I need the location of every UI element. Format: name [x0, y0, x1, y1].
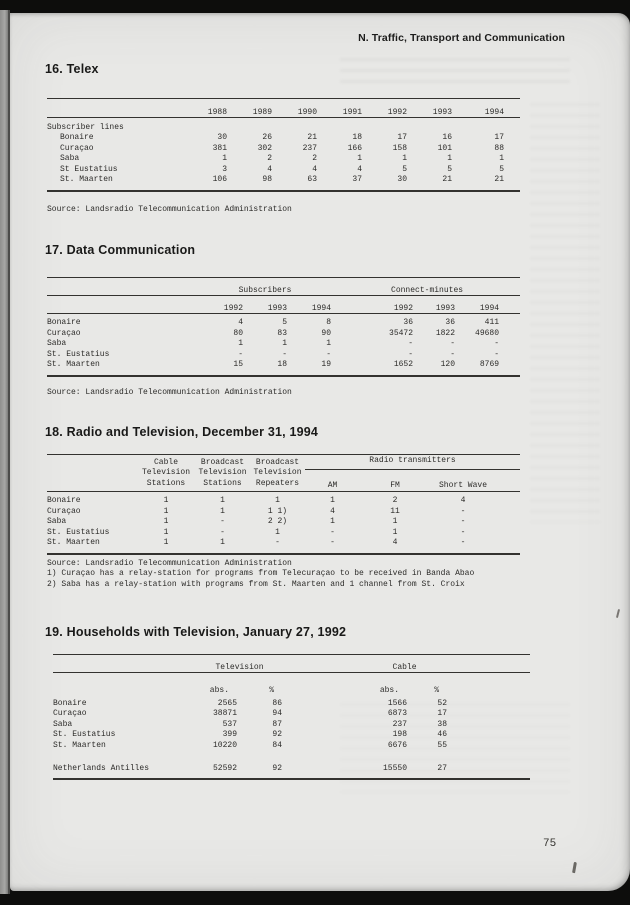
- year-header: 1992: [393, 304, 414, 313]
- cell: 21: [307, 133, 317, 142]
- cell: 6676: [387, 740, 408, 750]
- empty-corner: [47, 278, 199, 296]
- sub-header-row: [53, 673, 530, 695]
- cell: 16: [442, 133, 452, 142]
- cell: 1: [392, 527, 398, 537]
- row-label: Bonaire: [47, 496, 81, 505]
- group-header: Television: [215, 663, 264, 672]
- cell: 18: [277, 360, 287, 370]
- radio-transmitters-group: [305, 455, 520, 492]
- cell: -: [494, 349, 500, 359]
- row-label: St Eustatius: [60, 164, 118, 174]
- cell: 237: [302, 143, 317, 153]
- cell: -: [460, 517, 466, 527]
- cell: 1: [330, 496, 335, 505]
- spacer-cell: [504, 154, 520, 165]
- group-header-row: [53, 655, 530, 673]
- header-line: Television: [253, 468, 302, 478]
- cell: 1566: [387, 698, 408, 708]
- footnote-1: 1) Curaçao has a relay-station for programs from Telecuraçao to be received in Banda Abao: [47, 569, 475, 579]
- cell: 2565: [217, 698, 237, 708]
- spacer-cell: [282, 695, 362, 710]
- scan-edge-left: [0, 10, 10, 894]
- telex-body: [47, 118, 520, 191]
- section-label: Subscriber lines: [47, 123, 124, 132]
- cell: 237: [392, 719, 408, 729]
- cell: 4: [357, 164, 362, 174]
- cell: 63: [307, 175, 317, 185]
- header-line: Television: [198, 468, 247, 478]
- cell: 1: [330, 517, 335, 527]
- year-header-row: [47, 99, 520, 118]
- spacer-cell: [499, 350, 520, 361]
- row-label: St. Eustatius: [47, 527, 110, 537]
- table-row: [53, 730, 530, 741]
- spacer-cell: [504, 144, 520, 155]
- cell: 4: [267, 164, 272, 174]
- cell: -: [408, 349, 414, 359]
- cell: 8: [326, 318, 332, 327]
- cell: 5: [402, 164, 407, 174]
- table-row: [53, 709, 530, 720]
- total-row: [53, 755, 530, 779]
- spacer-cell: [282, 655, 362, 673]
- row-label: St. Eustatius: [53, 730, 116, 740]
- header-line: Repeaters: [255, 478, 300, 488]
- cell: 198: [392, 730, 408, 740]
- table-row: [47, 314, 520, 329]
- row-label: Saba: [47, 339, 67, 349]
- cell: 1: [499, 154, 504, 164]
- row-label: Bonaire: [47, 318, 81, 327]
- cell: 6873: [387, 709, 408, 719]
- table-row: [47, 154, 520, 165]
- cell: 92: [272, 730, 283, 740]
- spacer-cell: [499, 329, 520, 340]
- table-row: [47, 144, 520, 155]
- cell: 26: [262, 133, 272, 142]
- spacer-cell: [282, 755, 362, 779]
- row-label: Saba: [60, 154, 80, 164]
- table-row: [47, 165, 520, 176]
- radiotv-body: [47, 492, 520, 554]
- spacer-cell: [447, 755, 530, 779]
- table-row: [47, 538, 520, 554]
- cell: 106: [212, 175, 227, 185]
- cell: 17: [494, 133, 504, 142]
- spacer-cell: [282, 673, 362, 695]
- table-row: [47, 329, 520, 340]
- group-header-row: [47, 278, 520, 296]
- year-header: 1993: [435, 304, 456, 313]
- cell: 302: [257, 143, 272, 153]
- total-cell: 92: [272, 764, 283, 774]
- empty-corner: [53, 655, 197, 673]
- cell: 17: [397, 133, 407, 142]
- cell: 2: [392, 496, 398, 505]
- year-header: 1993: [267, 304, 287, 313]
- header-line: Broadcast: [255, 458, 300, 468]
- table-16-source: Source: Landsradio Telecommunication Administration: [47, 205, 292, 214]
- cell: 1: [220, 506, 225, 516]
- pen-mark: [616, 609, 620, 618]
- cell: 4: [330, 506, 335, 516]
- cell: 166: [347, 143, 362, 153]
- cell: 411: [484, 318, 500, 327]
- year-header: 1990: [297, 108, 317, 117]
- footnote-2: 2) Saba has a relay-station with programs from St. Maarten and 1 channel from St. Croix: [47, 579, 465, 589]
- cell: 86: [272, 698, 283, 708]
- row-label: Saba: [53, 719, 73, 729]
- cell: -: [408, 339, 414, 349]
- year-header: 1992: [223, 304, 243, 313]
- cell: 5: [447, 164, 452, 174]
- cell: -: [450, 339, 456, 349]
- cell: 10220: [212, 740, 237, 750]
- pen-mark: [572, 862, 577, 873]
- empty-cell: [47, 296, 199, 314]
- datacomm-body: [47, 314, 520, 376]
- cell: 36: [445, 318, 456, 327]
- cell: 1: [163, 517, 169, 527]
- data-communication-table: [47, 277, 520, 377]
- table-row: [47, 507, 520, 518]
- section-row: [47, 118, 520, 134]
- table-row: [47, 175, 520, 191]
- cell: 1: [282, 339, 287, 349]
- year-header: 1994: [311, 304, 332, 313]
- radio-television-table: [47, 454, 520, 555]
- row-label: St. Maarten: [47, 538, 100, 548]
- table-18-source: Source: Landsradio Telecommunication Administration: [47, 559, 292, 568]
- cell: 83: [277, 328, 287, 338]
- group-header: Cable: [392, 663, 417, 672]
- spacer-cell: [331, 329, 355, 340]
- year-header: 1994: [484, 108, 504, 117]
- table-row: [47, 339, 520, 350]
- cell: -: [460, 538, 466, 548]
- cell: 80: [233, 328, 243, 338]
- cell: 52: [437, 698, 448, 708]
- cell: 21: [494, 175, 504, 185]
- cell: 1: [163, 527, 169, 537]
- cell: 98: [262, 175, 272, 185]
- cell: 4: [312, 164, 317, 174]
- column-header-row: [47, 455, 520, 492]
- households-body: [53, 695, 530, 756]
- group-header: Radio transmitters: [305, 456, 520, 470]
- table-row: [47, 492, 520, 507]
- year-header: 1994: [479, 304, 500, 313]
- cell: 15: [233, 360, 243, 370]
- spacer-cell: [447, 709, 530, 720]
- cell: 94: [272, 709, 283, 719]
- cell: 84: [272, 740, 283, 750]
- sub-header: %: [269, 685, 275, 695]
- row-label: St. Maarten: [60, 175, 113, 185]
- spacer-cell: [504, 133, 520, 144]
- cell: 1: [220, 538, 225, 548]
- cell: 2: [312, 154, 317, 164]
- spacer-cell: [447, 720, 530, 731]
- row-label: St. Maarten: [53, 740, 106, 750]
- row-label: Saba: [47, 517, 67, 527]
- cell: 11: [390, 506, 400, 516]
- cell: -: [330, 538, 335, 548]
- telex-table: [47, 98, 520, 192]
- cell: 37: [352, 175, 362, 185]
- spacer-cell: [331, 296, 355, 314]
- bleed-through: [340, 58, 570, 84]
- year-header-row: [47, 296, 520, 314]
- total-label: Netherlands Antilles: [53, 764, 150, 774]
- table-18-title: 18. Radio and Television, December 31, 1994: [45, 425, 319, 439]
- spacer-cell: [331, 360, 355, 376]
- cell: 537: [222, 719, 237, 729]
- total-cell: 52592: [212, 764, 237, 774]
- year-header: 1992: [387, 108, 407, 117]
- table-18-notes: [47, 559, 474, 590]
- cell: -: [460, 527, 466, 537]
- group-header: Connect-minutes: [391, 286, 464, 295]
- sub-header: abs.: [379, 685, 400, 695]
- year-header: 1988: [207, 108, 227, 117]
- sub-header: %: [434, 685, 440, 695]
- cell: 1: [238, 339, 243, 349]
- row-label: Curaçao: [53, 709, 87, 719]
- cell: 1: [220, 496, 225, 505]
- header-line: Stations: [203, 478, 242, 488]
- table-row: [47, 133, 520, 144]
- empty-corner: [47, 455, 137, 492]
- spacer-cell: [504, 175, 520, 191]
- cell: 35472: [389, 328, 414, 338]
- cell: 2 2): [267, 517, 288, 527]
- cell: 55: [437, 740, 448, 750]
- row-label: St. Maarten: [47, 360, 100, 370]
- year-header: 1989: [252, 108, 272, 117]
- spacer-cell: [499, 314, 520, 329]
- header-line: Television: [141, 468, 190, 478]
- table-17-source: Source: Landsradio Telecommunication Administration: [47, 388, 292, 397]
- cell: 30: [397, 175, 407, 185]
- spacer-cell: [331, 339, 355, 350]
- row-label: Curaçao: [47, 506, 81, 516]
- spacer-cell: [447, 695, 530, 710]
- table-17-title: 17. Data Communication: [45, 243, 196, 257]
- cell: -: [330, 527, 335, 537]
- cell: -: [460, 506, 466, 516]
- column-header: [195, 455, 250, 492]
- row-label: Curaçao: [47, 328, 81, 338]
- cell: 90: [321, 328, 332, 338]
- cell: 1: [402, 154, 407, 164]
- cell: 1: [447, 154, 452, 164]
- cell: -: [326, 349, 332, 359]
- cell: 1: [163, 496, 169, 505]
- row-label: St. Eustatius: [47, 349, 110, 359]
- cell: 381: [212, 143, 227, 153]
- table-row: [53, 741, 530, 756]
- cell: 38871: [212, 709, 237, 719]
- cell: 4: [392, 538, 398, 548]
- cell: 87: [272, 719, 283, 729]
- column-header: Short Wave: [438, 481, 487, 490]
- cell: 30: [217, 133, 227, 142]
- cell: 1822: [435, 328, 456, 338]
- cell: 1: [275, 527, 280, 537]
- header-line: Broadcast: [200, 458, 245, 468]
- spacer-cell: [331, 278, 355, 296]
- row-label: Bonaire: [60, 133, 94, 142]
- group-header: Subscribers: [238, 286, 292, 295]
- spacer-cell: [499, 360, 520, 376]
- table-19-title: 19. Households with Television, January 27, 1992: [45, 625, 347, 639]
- spacer-cell: [504, 165, 520, 176]
- cell: 3: [222, 164, 227, 174]
- spacer-cell: [282, 730, 362, 741]
- header-line: Cable: [153, 458, 178, 468]
- table-row: [47, 350, 520, 361]
- table-row: [47, 360, 520, 376]
- spacer-cell: [331, 350, 355, 361]
- datacomm-header: [47, 278, 520, 314]
- page-number: 75: [543, 838, 557, 850]
- radiotv-header: [47, 455, 520, 492]
- empty-corner: [47, 99, 182, 118]
- spacer-cell: [499, 296, 520, 314]
- cell: 1: [392, 517, 398, 527]
- column-header: [250, 455, 305, 492]
- total-cell: 27: [437, 764, 448, 774]
- cell: 1: [357, 154, 362, 164]
- spacer-cell: [499, 278, 520, 296]
- table-row: [47, 517, 520, 528]
- group-subheaders: [305, 481, 520, 491]
- cell: -: [494, 339, 500, 349]
- sub-header: abs.: [209, 685, 229, 695]
- cell: 101: [437, 143, 452, 153]
- spacer-cell: [504, 99, 520, 118]
- table-row: [53, 695, 530, 710]
- cell: 399: [222, 730, 237, 740]
- cell: 1: [326, 339, 332, 349]
- cell: -: [275, 538, 280, 548]
- cell: 120: [440, 360, 456, 370]
- cell: -: [450, 349, 456, 359]
- cell: 46: [437, 730, 448, 740]
- column-header: AM: [327, 481, 338, 490]
- row-label: Bonaire: [53, 698, 87, 708]
- year-header: 1993: [432, 108, 452, 117]
- cell: 4: [460, 496, 466, 505]
- cell: 1 1): [267, 506, 288, 516]
- row-label: Curaçao: [60, 143, 94, 153]
- cell: 36: [403, 318, 414, 327]
- cell: 1: [163, 538, 169, 548]
- cell: 38: [437, 719, 448, 729]
- cell: 1: [222, 154, 227, 164]
- cell: 1: [275, 496, 280, 505]
- spacer-cell: [282, 741, 362, 756]
- total-cell: 15550: [383, 764, 408, 774]
- cell: -: [220, 527, 225, 537]
- spacer-cell: [447, 741, 530, 756]
- cell: 1: [163, 506, 169, 516]
- cell: -: [282, 349, 287, 359]
- empty-cell: [53, 673, 197, 695]
- telex-header: [47, 99, 520, 118]
- cell: 18: [352, 133, 362, 142]
- households-total: [53, 755, 530, 779]
- cell: 5: [499, 164, 504, 174]
- header-line: Stations: [146, 478, 186, 488]
- cell: 17: [437, 709, 448, 719]
- column-header: [137, 455, 195, 492]
- year-header: 1991: [342, 108, 362, 117]
- column-header: FM: [390, 481, 400, 490]
- cell: 1652: [393, 360, 414, 370]
- cell: 4: [238, 318, 243, 327]
- households-header: [53, 655, 530, 695]
- spacer-cell: [282, 709, 362, 720]
- spacer-cell: [331, 314, 355, 329]
- cell: -: [238, 349, 243, 359]
- table-row: [53, 720, 530, 731]
- cell: -: [220, 517, 225, 527]
- bleed-through: [530, 103, 600, 523]
- table-16-title: 16. Telex: [45, 62, 99, 76]
- households-television-table: [53, 654, 530, 780]
- document-page: [10, 13, 630, 891]
- spacer-cell: [447, 730, 530, 741]
- cell: 88: [494, 143, 504, 153]
- cell: 21: [442, 175, 452, 185]
- cell: 49680: [475, 328, 500, 338]
- spacer-cell: [282, 720, 362, 731]
- cell: 2: [267, 154, 272, 164]
- chapter-header: N. Traffic, Transport and Communication: [358, 32, 565, 44]
- spacer-cell: [447, 673, 530, 695]
- cell: 8769: [479, 360, 500, 370]
- table-row: [47, 528, 520, 539]
- spacer-cell: [499, 339, 520, 350]
- spacer-cell: [447, 655, 530, 673]
- cell: 158: [392, 143, 407, 153]
- cell: 19: [321, 360, 332, 370]
- cell: 5: [282, 318, 287, 327]
